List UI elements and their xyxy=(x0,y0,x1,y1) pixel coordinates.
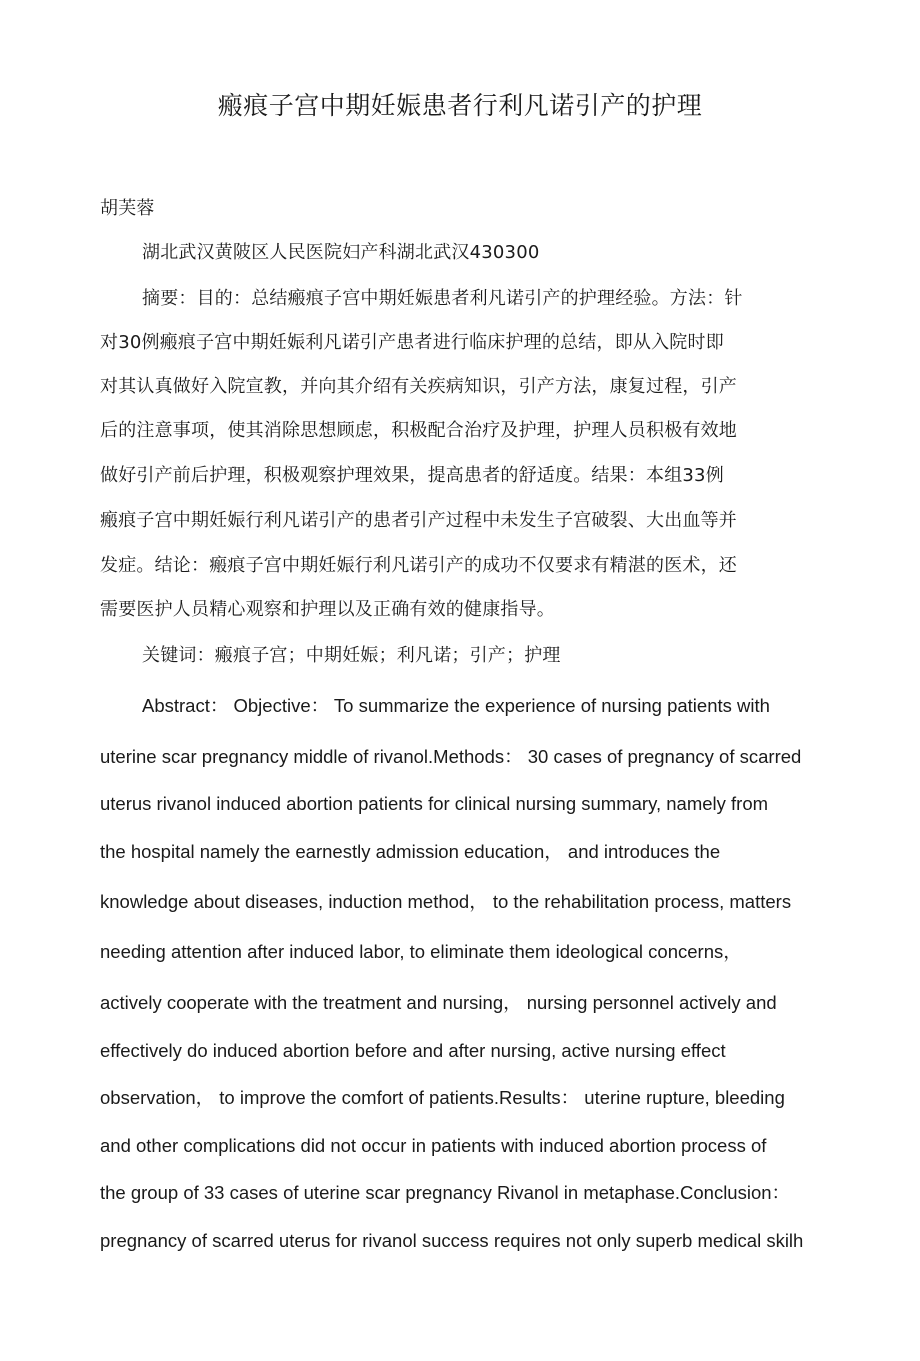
abstract-en-line: pregnancy of scarred uterus for rivanol success requires not only superb medical skilh xyxy=(100,1230,804,1251)
abstract-cn-line: 瘢痕子宫中期妊娠行利凡诺引产的患者引产过程中未发生子宫破裂、大出血等并 xyxy=(100,510,737,531)
abstract-en-line: needing attention after induced labor, to eliminate them ideological concerns， xyxy=(100,941,742,962)
abstract-cn-line: 后的注意事项，使其消除思想顾虑，积极配合治疗及护理，护理人员积极有效地 xyxy=(100,420,737,441)
abstract-en-line: and other complications did not occur in patients with induced abortion process of xyxy=(100,1135,767,1156)
abstract-en-line: the hospital namely the earnestly admission education， and introduces the xyxy=(100,841,721,862)
abstract-cn-line: 对30例瘢痕子宫中期妊娠利凡诺引产患者进行临床护理的总结，即从入院时即 xyxy=(100,332,724,353)
abstract-cn-line: 需要医护人员精心观察和护理以及正确有效的健康指导。 xyxy=(100,599,555,620)
abstract-en-line: the group of 33 cases of uterine scar pregnancy Rivanol in metaphase.Conclusion： xyxy=(100,1182,791,1203)
page-title: 瘢痕子宫中期妊娠患者行利凡诺引产的护理 xyxy=(217,91,703,120)
keywords-chinese: 关键词：瘢痕子宫；中期妊娠；利凡诺；引产；护理 xyxy=(142,645,561,666)
abstract-en-line: effectively do induced abortion before and after nursing, active nursing effect xyxy=(100,1040,726,1061)
abstract-cn-line: 对其认真做好入院宣教，并向其介绍有关疾病知识，引产方法，康复过程，引产 xyxy=(100,376,737,397)
affiliation: 湖北武汉黄陂区人民医院妇产科湖北武汉430300 xyxy=(142,242,540,263)
abstract-en-line: uterus rivanol induced abortion patients for clinical nursing summary, namely from xyxy=(100,793,769,814)
abstract-en-line: knowledge about diseases, induction method， to the rehabilitation process, matters xyxy=(100,891,792,912)
abstract-en-line: Abstract： Objective： To summarize the experience of nursing patients with xyxy=(142,695,770,716)
abstract-cn-line: 摘要：目的：总结瘢痕子宫中期妊娠患者利凡诺引产的护理经验。方法：针 xyxy=(142,288,743,309)
abstract-cn-line: 做好引产前后护理，积极观察护理效果，提高患者的舒适度。结果：本组33例 xyxy=(100,465,724,486)
author-name: 胡芙蓉 xyxy=(100,198,155,219)
abstract-en-line: uterine scar pregnancy middle of rivanol.Methods： 30 cases of pregnancy of scarred xyxy=(100,746,802,767)
abstract-en-line: observation， to improve the comfort of patients.Results： uterine rupture, bleeding xyxy=(100,1087,785,1108)
abstract-cn-line: 发症。结论：瘢痕子宫中期妊娠行利凡诺引产的成功不仅要求有精湛的医术，还 xyxy=(100,555,737,576)
abstract-en-line: actively cooperate with the treatment and nursing， nursing personnel actively and xyxy=(100,992,777,1013)
